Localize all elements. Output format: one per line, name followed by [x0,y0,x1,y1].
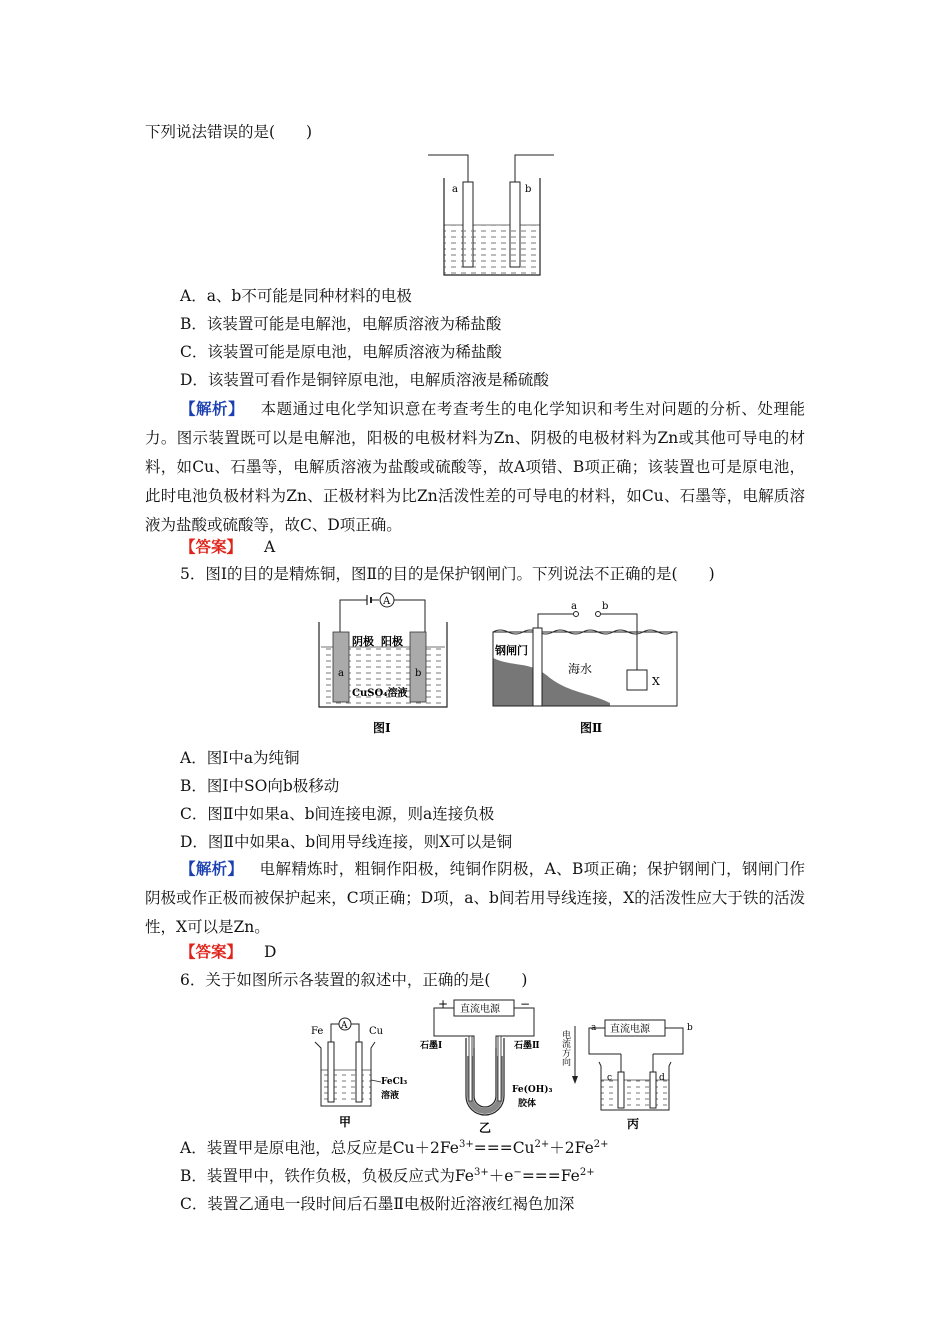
q6-option-b-part2: ＋e [488,1167,514,1185]
q6-option-a-sup1: 3+ [458,1138,474,1150]
bing-b: b [687,1023,693,1033]
q4-option-d: D．该装置可看作是铜锌原电池，电解质溶液是稀硫酸 [180,371,549,389]
fig2-b: b [602,601,609,612]
q6-option-a-part1: A．装置甲是原电池，总反应是Cu＋2Fe [180,1139,459,1157]
minus-sign: − [520,997,531,1011]
q6-option-b [180,1165,595,1187]
q4-option-b: B．该装置可能是电解池，电解质溶液为稀盐酸 [180,315,502,333]
q4-option-a: A．a、b不可能是同种材料的电极 [180,287,412,305]
q6-stem: 6．关于如图所示各装置的叙述中，正确的是( ) [180,971,528,989]
q5-stem: 5．图Ⅰ的目的是精炼铜，图Ⅱ的目的是保护钢闸门。下列说法不正确的是( ) [180,565,715,583]
q5-answer-value: D [264,943,277,961]
q4-answer-tag: 【答案】 [180,537,243,556]
q6-option-a [180,1137,609,1159]
graphite-1-label: 石墨Ⅰ [420,1041,443,1051]
q5-analysis-text: 电解精炼时，粗铜作阳极，纯铜作阴极，A、B项正确；保护钢闸门，钢闸门作阴极或作正极而被保护起来，C项正确；D项，a、b间若用导线连接，X的活泼性应大于铁的活泼性，X可以是Zn。 [145,860,805,936]
fecl3-label: FeCl₃ [381,1077,408,1087]
q5-analysis [145,854,805,942]
electrode-d: d [659,1073,665,1083]
label-a: a [452,184,458,195]
gate-label: 钢闸门 [495,644,528,657]
q5-analysis-tag: 【解析】 [180,859,244,878]
solution-jia-label: 溶液 [381,1091,400,1101]
fig2-a: a [571,601,577,612]
power-bing-label: 直流电源 [610,1024,650,1035]
bing-a: a [591,1023,597,1033]
q5-option-d: D．图Ⅱ中如果a、b间用导线连接，则X可以是铜 [180,833,513,851]
label-b: b [525,184,532,195]
q6-figure-yi [420,996,553,1136]
plus-sign: + [438,997,449,1011]
electrode-a: a [338,668,344,679]
q5-option-b: B．图Ⅰ中SO向b极移动 [180,777,340,795]
q6-option-a-part2: ===Cu [473,1139,535,1157]
solution-label: CuSO₄溶液 [352,688,408,699]
anode-label: 阳极 [381,635,403,648]
colloid-2-label: 胶体 [518,1099,537,1109]
q6-figure-jia [305,1012,425,1132]
q6-option-a-sup2: 2+ [534,1138,550,1150]
fig2-caption: 图Ⅱ [580,721,603,735]
q6-option-c: C．装置乙通电一段时间后石墨Ⅱ电极附近溶液红褐色加深 [180,1195,575,1213]
cu-label: Cu [369,1026,384,1037]
graphite-2-label: 石墨Ⅱ [514,1041,540,1051]
yi-caption: 乙 [479,1121,492,1135]
x-label: X [652,675,660,688]
q6-option-a-part3: ＋2Fe [549,1139,594,1157]
electrode-b: b [415,668,422,679]
ammeter-icon: A [383,596,391,607]
jia-caption: 甲 [339,1115,352,1129]
q5-option-c: C．图Ⅱ中如果a、b间连接电源，则a连接负极 [180,805,495,823]
q5-answer-tag: 【答案】 [180,942,243,961]
q5-figure-1 [315,592,455,740]
ammeter-jia-icon: A [341,1021,348,1031]
colloid-1-label: Fe(OH)₃ [512,1085,553,1095]
q6-figure-bing [560,1018,693,1133]
q5-answer [180,941,276,963]
q6-option-b-part3: ===Fe [521,1167,580,1185]
q4-stem: 下列说法错误的是( ) [145,123,313,141]
q6-option-a-sup3: 2+ [593,1138,609,1150]
q4-answer-value: A [264,538,276,556]
sea-label: 海水 [568,662,593,676]
cathode-label: 阴极 [352,635,374,648]
q4-analysis-tag: 【解析】 [180,399,245,418]
bing-caption: 丙 [627,1117,640,1131]
q6-option-b-sup1: 3+ [473,1166,489,1178]
electrode-c: c [607,1073,613,1083]
fig1-caption: 图Ⅰ [373,721,391,735]
power-yi-label: 直流电源 [460,1004,500,1015]
q6-option-b-part1: B．装置甲中，铁作负极，负极反应式为Fe [180,1167,474,1185]
q6-option-b-sup2: − [513,1166,522,1178]
q4-electrode-figure [420,150,560,280]
q5-figure-2 [490,598,680,740]
q6-option-b-sup3: 2+ [579,1166,595,1178]
q4-answer [180,536,275,558]
q4-option-c: C．该装置可能是原电池，电解质溶液为稀盐酸 [180,343,502,361]
current-direction-label: 电流方向 [560,1030,570,1066]
q4-analysis [145,394,805,540]
q4-analysis-text: 本题通过电化学知识意在考查考生的电化学知识和考生对问题的分析、处理能力。图示装置既可以是电解池，阳极的电极材料为Zn、阴极的电极材料为Zn或其他可导电的材料，如Cu、石墨等，电解质溶液为盐酸或硫酸等，故A项错、B项正确；该装置也可是原电池，此时电池负极材料为Zn、正极材料为比Zn活泼性差的可导电的材料，如Cu、石墨等，电解质溶液为盐酸或硫酸等，故C、D项正确。 [145,400,805,534]
fe-label: Fe [311,1026,324,1037]
q5-option-a: A．图Ⅰ中a为纯铜 [180,749,300,767]
